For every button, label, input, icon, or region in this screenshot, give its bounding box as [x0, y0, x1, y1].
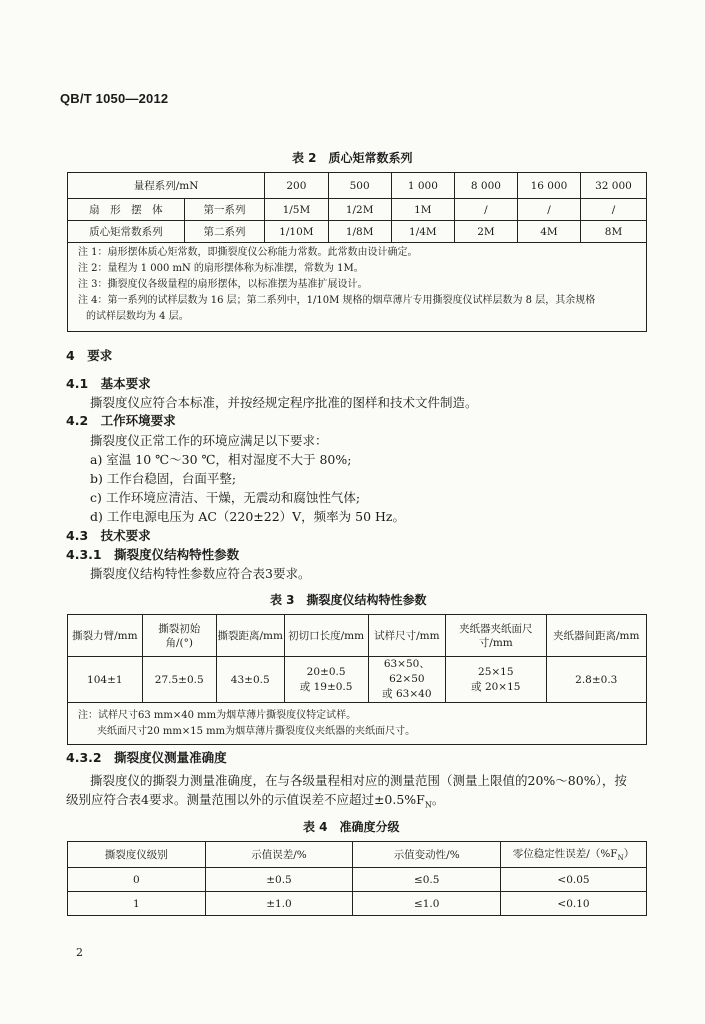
table3-cut [284, 657, 368, 703]
table3-angle: 27.5±0.5 [142, 657, 216, 703]
table3-clamp-1: 25×15 [478, 665, 514, 678]
section-4-1-text: 撕裂度仪应符合本标准，并按经规定程序批准的图样和技术文件制造。 [90, 395, 478, 410]
table3-title: 表 3 撕裂度仪结构特性参数 [270, 593, 427, 607]
table2-range-4: 16 000 [517, 173, 580, 199]
table3-size [368, 657, 446, 703]
section-4-3-2-heading: 4.3.2 撕裂度仪测量准确度 [66, 750, 227, 765]
table4-h-zero [501, 842, 647, 868]
table4-r1-grade: 1 [68, 892, 206, 916]
table3-h-gap: 夹纸器间距离/mm [546, 615, 647, 657]
table3-clamp [446, 657, 546, 703]
table3-clamp-2: 或 20×15 [471, 680, 521, 693]
table4-r0-variation: ≤0.5 [353, 868, 501, 892]
section-4-3-heading: 4.3 技术要求 [66, 528, 151, 543]
table2-note-2: 注 2：量程为 1 000 mN 的扇形摆体称为标准摆，常数为 1M。 [78, 263, 364, 274]
table4-h-grade: 撕裂度仪级别 [68, 842, 206, 868]
section-4-3-1-heading: 4.3.1 撕裂度仪结构特性参数 [66, 547, 240, 562]
table2-s1-4: / [517, 199, 580, 221]
accuracy-limit-end: 。 [431, 792, 445, 807]
table2-s1-1: 1/2M [328, 199, 391, 221]
section-4-2-text: 撕裂度仪正常工作的环境应满足以下要求： [90, 433, 328, 448]
section-4-3-2-text-2 [66, 790, 444, 810]
table3-h-cut: 初切口长度/mm [284, 615, 368, 657]
table3-h-angle: 撕裂初始角/(°) [142, 615, 216, 657]
table4-r0-grade: 0 [68, 868, 206, 892]
table3-h-arm: 撕裂力臂/mm [68, 615, 143, 657]
section-4-3-2-text-1: 撕裂度仪的撕裂力测量准确度，在与各级量程相对应的测量范围（测量上限值的20%～80%），按 [90, 773, 627, 788]
table4-h-zero-text: 零位稳定性误差/（%F [512, 848, 618, 861]
table2-series1-label: 第一系列 [184, 199, 264, 221]
table4-h-error: 示值误差/% [205, 842, 353, 868]
table2-s2-3: 2M [454, 221, 517, 243]
table2-range-1: 500 [328, 173, 391, 199]
section-4-heading: 4 要求 [66, 348, 113, 363]
table4-r0-error: ±0.5 [205, 868, 353, 892]
table4-r1-zero: <0.10 [501, 892, 647, 916]
table2-title: 表 2 质心矩常数系列 [292, 151, 413, 165]
env-item-a: a) 室温 10 ℃～30 ℃，相对湿度不大于 80%; [90, 452, 352, 467]
table3-cut-2: 或 19±0.5 [299, 680, 353, 693]
env-item-b: b) 工作台稳固，台面平整; [90, 471, 237, 486]
table2-range-3: 8 000 [454, 173, 517, 199]
table3-size-2: 或 63×40 [382, 688, 432, 700]
table3-size-1: 63×50、62×50 [383, 658, 430, 685]
env-item-d: d) 工作电源电压为 AC（220±22）V，频率为 50 Hz。 [90, 509, 406, 524]
table2-row-label-2: 质心矩常数系列 [68, 221, 185, 243]
table3-distance: 43±0.5 [216, 657, 284, 703]
table2-s1-0: 1/5M [265, 199, 328, 221]
section-4-1-heading: 4.1 基本要求 [66, 376, 151, 391]
table2-row-label-1: 扇 形 摆 体 [68, 199, 185, 221]
table2-range-5: 32 000 [580, 173, 646, 199]
table4 [67, 841, 647, 916]
table2-note-4: 注 4：第一系列的试样层数为 16 层；第二系列中，1/10M 规格的烟草薄片专用撕裂度仪试样层数为 8 层，其余规格 [78, 295, 596, 306]
section-4-2-heading: 4.2 工作环境要求 [66, 413, 176, 428]
table2-note-3: 注 3：撕裂度仪各级量程的扇形摆体，以标准摆为基准扩展设计。 [78, 279, 368, 290]
table2-s2-5: 8M [580, 221, 646, 243]
table2-range-2: 1 000 [391, 173, 454, 199]
table4-r1-variation: ≤1.0 [353, 892, 501, 916]
table2-s1-2: 1M [391, 199, 454, 221]
section-4-3-1-text: 撕裂度仪结构特性参数应符合表3要求。 [90, 566, 311, 581]
table2-s2-2: 1/4M [391, 221, 454, 243]
table2-s2-1: 1/8M [328, 221, 391, 243]
page-number: 2 [76, 946, 83, 959]
table4-title: 表 4 准确度分级 [303, 820, 400, 834]
table2-s2-0: 1/10M [265, 221, 328, 243]
table2-notes [78, 245, 595, 325]
table2-note-1: 注 1：扇形摆体质心矩常数，即撕裂度仪公称能力常数。此常数由设计确定。 [78, 247, 418, 258]
table3-arm: 104±1 [68, 657, 143, 703]
table4-h-variation: 示值变动性/% [353, 842, 501, 868]
table3-cut-1: 20±0.5 [306, 665, 346, 678]
table2-col-header: 量程系列/mN [68, 173, 265, 199]
table4-r1-error: ±1.0 [205, 892, 353, 916]
standard-number-header: QB/T 1050—2012 [60, 91, 169, 106]
table3-notes [68, 703, 647, 745]
table3-h-clamp: 夹纸器夹纸面尺寸/mm [446, 615, 546, 657]
accuracy-limit-subscript: N [424, 800, 432, 810]
table3 [67, 614, 647, 745]
table2 [67, 172, 647, 243]
table4-h-zero-end: ） [623, 848, 635, 861]
table3-note-2: 夹纸面尺寸20 mm×15 mm为烟草薄片撕裂度仪夹纸器的夹纸面尺寸。 [97, 725, 416, 737]
table3-h-distance: 撕裂距离/mm [216, 615, 284, 657]
table2-s2-4: 4M [517, 221, 580, 243]
table3-h-size: 试样尺寸/mm [368, 615, 446, 657]
table4-h-zero-sub: N [617, 854, 624, 863]
table2-s1-3: / [454, 199, 517, 221]
accuracy-limit-text: 级别应符合表4要求。测量范围以外的示值误差不应超过±0.5%F [66, 792, 425, 807]
table2-s1-5: / [580, 199, 646, 221]
table3-note-1: 注：试样尺寸63 mm×40 mm为烟草薄片撕裂度仪特定试样。 [78, 709, 357, 721]
table3-gap: 2.8±0.3 [546, 657, 647, 703]
table4-r0-zero: <0.05 [501, 868, 647, 892]
table2-range-0: 200 [265, 173, 328, 199]
table2-note-4-cont: 的试样层数均为 4 层。 [86, 311, 189, 322]
table2-series2-label: 第二系列 [184, 221, 264, 243]
env-item-c: c) 工作环境应清洁、干燥，无震动和腐蚀性气体; [90, 490, 361, 505]
